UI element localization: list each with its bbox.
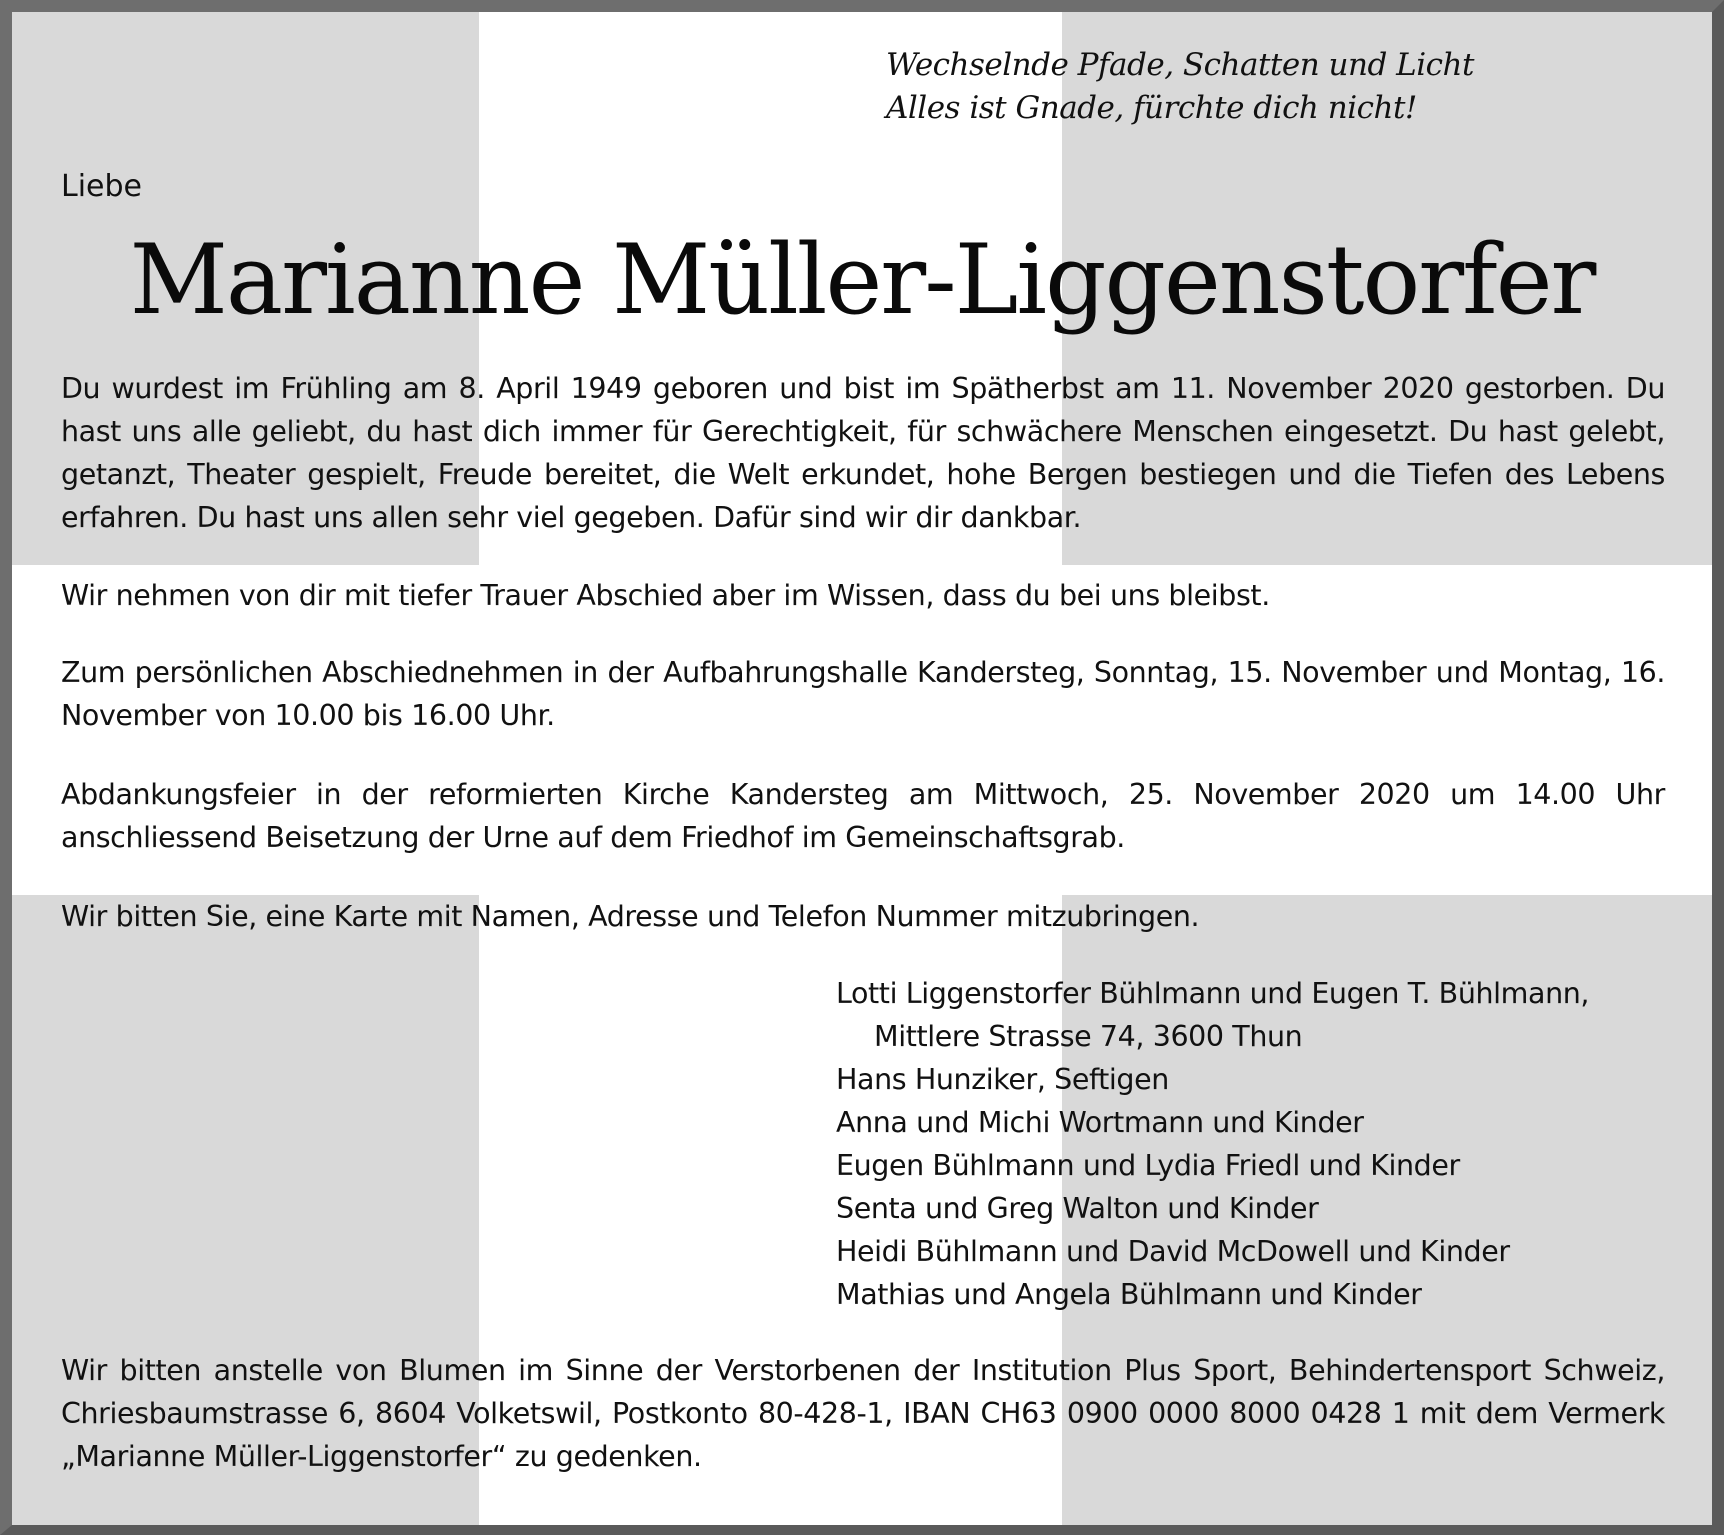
mourner-line: Eugen Bühlmann und Lydia Friedl und Kinder bbox=[836, 1149, 1460, 1182]
motto-line-1: Wechselnde Pfade, Schatten und Licht bbox=[886, 47, 1474, 83]
deceased-name: Marianne Müller-Liggenstorfer bbox=[129, 224, 1595, 336]
paragraph-life: Du wurdest im Frühling am 8. April 1949 geboren und bist im Spätherbst am 11. November 2020 gestorben. Du hast uns alle geliebt, du hast dich immer für Gerechtigkeit, für schwächere Menschen eingesetzt. Du hast gelebt, getanzt, Theater gespielt, Freude bereitet, die Welt erkundet, hohe Bergen bestiegen und die Tiefen des Lebens erfahren. Du hast uns allen sehr viel gegeben. Dafür sind wir dir dankbar. bbox=[61, 372, 1665, 534]
mourner-line: Lotti Liggenstorfer Bühlmann und Eugen T. Bühlmann, bbox=[836, 977, 1590, 1010]
salutation: Liebe bbox=[61, 169, 143, 204]
mourner-address-line: Mittlere Strasse 74, 3600 Thun bbox=[874, 1020, 1303, 1053]
mourner-line: Senta und Greg Walton und Kinder bbox=[836, 1192, 1319, 1225]
paragraph-service: Abdankungsfeier in der reformierten Kirche Kandersteg am Mittwoch, 25. November 2020 um 14.00 Uhr anschliessend Beisetzung der Urne auf dem Friedhof im Gemeinschaftsgrab. bbox=[61, 778, 1665, 854]
paragraph-viewing: Zum persönlichen Abschiednehmen in der Aufbahrungshalle Kandersteg, Sonntag, 15. November und Montag, 16. November von 10.00 bis 16.00 Uhr. bbox=[61, 656, 1665, 732]
mourner-line: Hans Hunziker, Seftigen bbox=[836, 1063, 1169, 1096]
paragraph-donation: Wir bitten anstelle von Blumen im Sinne der Verstorbenen der Institution Plus Sport, Behindertensport Schweiz, Chriesbaumstrasse 6, 8604 Volketswil, Postkonto 80-428-1, IBAN CH63 0900 0000 8000 0428 1 mit dem Vermerk „Marianne Müller-Liggenstorfer“ zu gedenken. bbox=[61, 1354, 1665, 1473]
mourner-line: Anna und Michi Wortmann und Kinder bbox=[836, 1106, 1364, 1139]
mourner-line: Mathias und Angela Bühlmann und Kinder bbox=[836, 1278, 1422, 1311]
paragraph-request: Wir bitten Sie, eine Karte mit Namen, Adresse und Telefon Nummer mitzubringen. bbox=[61, 900, 1200, 933]
motto-verse bbox=[886, 44, 1474, 130]
mourner-line: Heidi Bühlmann und David McDowell und Kinder bbox=[836, 1235, 1510, 1268]
mourners-list bbox=[836, 972, 1589, 1316]
paragraph-farewell: Wir nehmen von dir mit tiefer Trauer Abschied aber im Wissen, dass du bei uns bleibst. bbox=[61, 579, 1270, 612]
motto-line-2: Alles ist Gnade, fürchte dich nicht! bbox=[886, 90, 1417, 126]
